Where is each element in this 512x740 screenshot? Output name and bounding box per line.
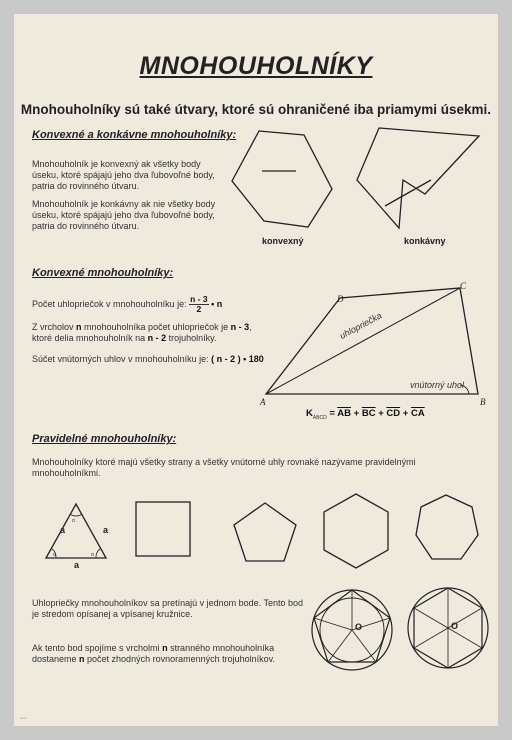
convex-definition: Mnohouholník je konvexný ak všetky body úseku, ktoré spájajú jeho dva ľubovoľné body, patria do rovinného útvaru. bbox=[32, 159, 215, 191]
corner-mark: www bbox=[20, 716, 27, 720]
vertex-label-a: A bbox=[260, 397, 266, 407]
isosceles-triangles-text: Ak tento bod spojíme s vrcholmi n stranného mnohouholníka dostaneme n počet zhodných rovnoramenných trojuholníkov. bbox=[32, 643, 275, 664]
regular-definition: Mnohouholníky ktoré majú všetky strany a všetky vnútorné uhly rovnaké nazývame pravidelnými mnohouholníkmi. bbox=[32, 457, 416, 478]
triangle-angle-left: α bbox=[53, 552, 56, 558]
center-label-pentagon: O bbox=[355, 622, 363, 632]
diagonal-fraction bbox=[189, 295, 208, 314]
vertex-label-d: D bbox=[337, 294, 344, 304]
heptagon-figure bbox=[414, 493, 484, 573]
label-concave: konkávny bbox=[404, 236, 446, 246]
vertex-label-c: C bbox=[460, 281, 467, 291]
fraction-numerator: n - 3 bbox=[190, 294, 208, 304]
poster bbox=[14, 14, 498, 726]
diagonal-count-suffix: • n bbox=[211, 298, 223, 309]
hexagon-figure bbox=[322, 492, 392, 572]
vertex-diagonals-text: Z vrcholov n mnohouholníka počet uhlopriečok je n - 3, ktoré delia mnohouholník na n - 2 trojuholníky. bbox=[32, 322, 252, 343]
triangle-angle-right: α bbox=[91, 552, 94, 558]
triangle-side-label-right: a bbox=[103, 525, 109, 535]
inscribed-hexagon-figure bbox=[404, 582, 494, 672]
square-figure bbox=[134, 500, 194, 560]
label-convex: konvexný bbox=[262, 236, 304, 246]
section-convex-heading: Konvexné mnohouholníky: bbox=[32, 267, 174, 279]
vertex-label-b: B bbox=[480, 397, 486, 407]
diagonal-count-formula bbox=[32, 295, 272, 314]
convex-polygon-figure bbox=[224, 129, 344, 239]
equilateral-triangle-figure bbox=[44, 502, 124, 572]
page-subtitle: Mnohouholníky sú také útvary, ktoré sú ohraničené iba priamymi úsekmi. bbox=[20, 102, 492, 117]
fraction-denominator: 2 bbox=[196, 304, 202, 314]
section-regular-heading: Pravidelné mnohouholníky: bbox=[32, 433, 177, 445]
center-label-hexagon: O bbox=[451, 621, 459, 631]
diagonals-intersection-text: Uhlopriečky mnohouholníkov sa pretínajú v jednom bode. Tento bod je stredom opísanej a vpísanej kružnice. bbox=[32, 598, 304, 619]
pentagon-figure bbox=[232, 501, 302, 571]
section-convex-concave-heading: Konvexné a konkávne mnohouholníky: bbox=[32, 129, 237, 141]
perimeter-formula: $K_{ABCD} = \overline{AB} + \overline{BC} + \overline{CD} + \overline{CA}$ bbox=[306, 408, 425, 421]
inscribed-pentagon-figure bbox=[308, 584, 398, 674]
interior-angle-label: vnútorný uhol bbox=[410, 380, 465, 390]
diagonal-label: uhlopriečka bbox=[338, 310, 384, 341]
concave-definition: Mnohouholník je konkávny ak nie všetky body úseku, ktoré spájajú jeho dva ľubovoľné body, patria do rovinného útvaru. bbox=[32, 199, 216, 231]
page-title: MNOHOUHOLNÍKY bbox=[139, 52, 373, 80]
triangle-side-label-left: a bbox=[60, 525, 66, 535]
triangle-side-label-bottom: a bbox=[74, 560, 80, 570]
triangle-angle-top: α bbox=[72, 518, 75, 524]
angle-sum-formula: Súčet vnútorných uhlov v mnohouholníku je: ( n - 2 ) • 180 bbox=[32, 354, 264, 364]
concave-polygon-figure bbox=[339, 124, 489, 234]
diagonal-count-prefix: Počet uhlopriečok v mnohouholníku je: bbox=[32, 298, 187, 309]
